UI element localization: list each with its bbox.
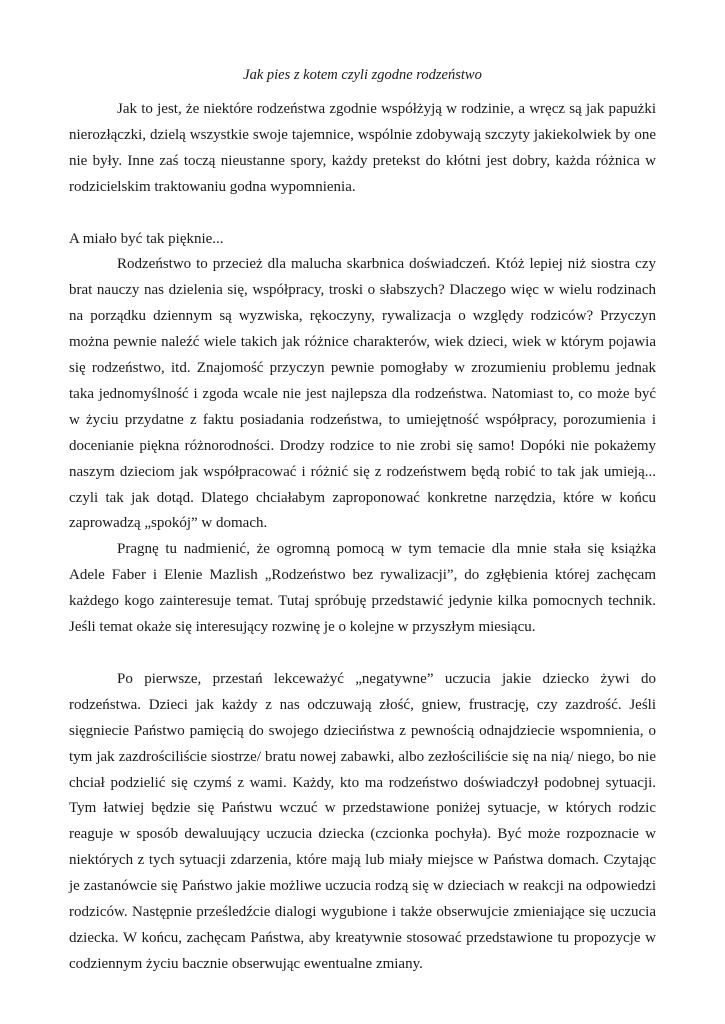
paragraph-sibling-experience: Rodzeństwo to przecież dla malucha skarbnica doświadczeń. Któż lepiej niż siostra czy brat nauczy nas dzielenia się, współpracy, troski o słabszych? Dlaczego więc w wielu rodzinach na porządku dziennym są wyzwiska, rękoczyny, rywalizacja o względy rodziców? Przyczyn można pewnie naleźć wiele takich jak różnice charakterów, wiek dzieci, wiek w którym pojawia się rodzeństwo, itd. Znajomość przyczyn pewnie pomogłaby w zrozumieniu problemu jednak taka jednomyślność i zgoda wcale nie jest najlepsza dla rodzeństwa. Natomiast to, co może być w życiu przydatne z faktu posiadania rodzeństwa, to umiejętność współpracy, porozumienia i docenianie piękna różnorodności. Drodzy rodzice to nie zrobi się samo! Dopóki nie pokażemy naszym dzieciom jak współpracować i różnić się z rodzeństwem będą robić to tak jak umieją... czyli tak jak dotąd. Dlatego chciałabym zaproponować konkretne narzędzia, które w końcu zaprowadzą „spokój” w domach.: [69, 256, 656, 532]
paragraph-book-reference: Pragnę tu nadmienić, że ogromną pomocą w tym temacie dla mnie stała się książka Adele Faber i Elenie Mazlish „Rodzeństwo bez rywalizacji”, do zgłębienia której zachęcam każdego kogo zainteresuje temat. Tutaj spróbuję przedstawić jedynie kilka pomocnych technik. Jeśli temat okaże się interesujący rozwinę je o kolejne w przyszłym miesiącu.: [69, 541, 656, 636]
paragraph-intro: Jak to jest, że niektóre rodzeństwa zgodnie współżyją w rodzinie, a wręcz są jak papużki nierozłączki, dzielą wszystkie swoje tajemnice, wspólnie zdobywają szczyty jakiekolwiek by one nie były. Inne zaś toczą nieustanne spory, każdy pretekst do kłótni jest dobry, każda różnica w rodzicielskim traktowaniu godna wypomnienia.: [69, 101, 656, 195]
paragraph-subheading: A miało być tak pięknie...: [69, 230, 224, 247]
paragraph-first-technique: Po pierwsze, przestań lekceważyć „negatywne” uczucia jakie dziecko żywi do rodzeństwa. Dzieci jak każdy z nas odczuwają złość, gniew, frustrację, czy zazdrość. Jeśli sięgniecie Państwo pamięcią do swojego dzieciństwa z pewnością odnajdziecie wspomnienia, o tym jak zazdrościliście siostrze/ bratu nowej zabawki, albo zezłościliście się na nią/ niego, bo nie chciał podzielić się czymś z wami. Każdy, kto ma rodzeństwo doświadczył podobnej sytuacji. Tym łatwiej będzie się Państwu wczuć w przedstawione poniżej sytuacje, w których rodzic reaguje w sposób dewaluujący uczucia dziecka (czcionka pochyła). Być może rozpoznacie w niektórych z tych sytuacji zdarzenia, które mają lub miały miejsce w Państwa domach. Czytając je zastanówcie się Państwo jakie możliwe uczucia rodzą się w dzieciach w reakcji na odpowiedzi rodziców. Następnie prześledźcie dialogi wygubione i także obserwujcie zmieniające się uczucia dziecka. W końcu, zachęcam Państwa, aby kreatywnie stosować przedstawione tu propozycje w codziennym życiu bacznie obserwując ewentualne zmiany.: [69, 670, 656, 972]
document-body: [69, 97, 656, 978]
document-title: Jak pies z kotem czyli zgodne rodzeństwo: [243, 67, 482, 83]
paragraph-gap: [69, 641, 656, 667]
paragraph-gap: [69, 201, 656, 227]
